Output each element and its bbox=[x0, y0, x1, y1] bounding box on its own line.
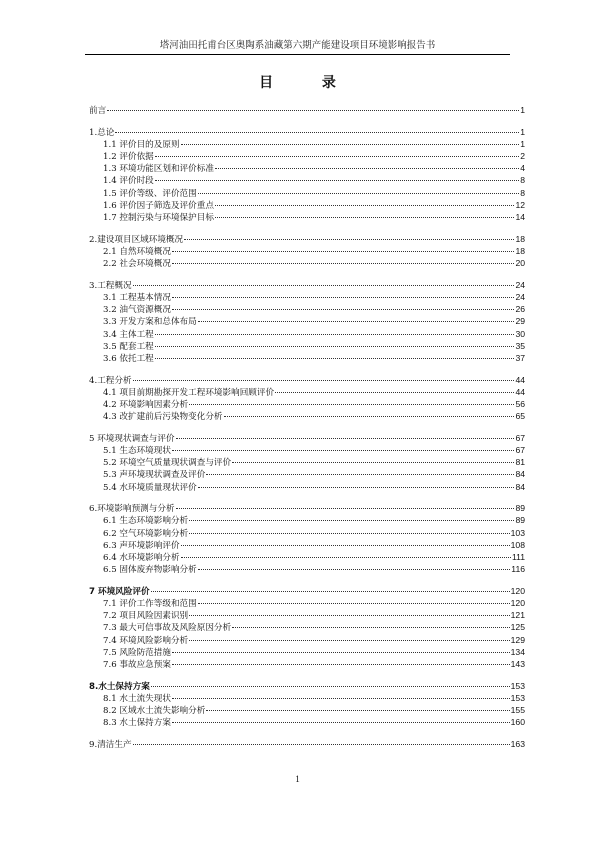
toc-entry[interactable] bbox=[89, 410, 525, 422]
toc-entry[interactable] bbox=[89, 126, 525, 138]
toc-entry-page: 35 bbox=[515, 340, 525, 351]
toc-entry-page: 2 bbox=[520, 151, 525, 162]
toc-entry-label: 3.工程概况 bbox=[89, 280, 132, 291]
dot-leader bbox=[172, 722, 510, 723]
toc-entry[interactable] bbox=[89, 658, 525, 670]
toc-entry-label: 1.1 评价目的及原则 bbox=[103, 139, 180, 150]
toc-entry-label: 1.3 环境功能区划和评价标准 bbox=[103, 164, 214, 175]
toc-entry[interactable] bbox=[89, 340, 525, 352]
toc-entry[interactable] bbox=[89, 233, 525, 245]
toc-entry-page: 155 bbox=[510, 705, 525, 716]
toc-entry-page: 134 bbox=[510, 646, 525, 657]
toc-entry-page: 111 bbox=[511, 552, 525, 562]
page-number: 1 bbox=[295, 774, 300, 784]
toc-entry[interactable] bbox=[89, 174, 525, 186]
toc-entry-page: 20 bbox=[515, 258, 525, 269]
toc-entry-page: 143 bbox=[510, 659, 525, 669]
dot-leader bbox=[107, 110, 519, 111]
toc-entry-label: 3.4 主体工程 bbox=[103, 329, 154, 340]
toc-entry-label: 8.2 区域水土流失影响分析 bbox=[103, 706, 206, 717]
toc-entry[interactable] bbox=[89, 374, 525, 386]
dot-leader bbox=[181, 144, 520, 145]
toc-entry-page: 1 bbox=[520, 138, 525, 149]
toc-entry[interactable] bbox=[89, 738, 525, 750]
toc-entry-label: 2.建设项目区域环境概况 bbox=[89, 234, 184, 245]
toc-entry-label: 2.1 自然环境概况 bbox=[103, 246, 171, 257]
toc-entry-label: 3.6 依托工程 bbox=[103, 353, 154, 364]
dot-leader bbox=[155, 180, 519, 181]
dot-leader bbox=[133, 380, 515, 381]
toc-entry-page: 103 bbox=[510, 527, 525, 538]
toc-entry-label: 8.1 水土流失现状 bbox=[103, 693, 171, 704]
dot-leader bbox=[172, 698, 510, 699]
toc-entry-label: 3.3 开发方案和总体布局 bbox=[103, 317, 197, 328]
toc-entry[interactable] bbox=[89, 211, 525, 223]
toc-entry[interactable] bbox=[89, 245, 525, 257]
dot-leader bbox=[176, 438, 515, 439]
toc-entry-label: 2.2 社会环境概况 bbox=[103, 259, 171, 270]
dot-leader bbox=[151, 591, 510, 592]
toc-entry[interactable] bbox=[89, 291, 525, 303]
toc-entry[interactable] bbox=[89, 634, 525, 646]
dot-leader bbox=[181, 545, 510, 546]
dot-leader bbox=[198, 193, 519, 194]
toc-entry-page: 26 bbox=[515, 304, 525, 315]
toc-entry[interactable] bbox=[89, 468, 525, 480]
dot-leader bbox=[198, 603, 510, 604]
toc-entry-page: 121 bbox=[510, 610, 525, 621]
toc-entry[interactable] bbox=[89, 162, 525, 174]
toc-entry-page: 24 bbox=[515, 279, 525, 290]
toc-entry-label: 6.环境影响预测与分析 bbox=[89, 504, 175, 515]
dot-leader bbox=[189, 615, 510, 616]
dot-leader bbox=[198, 321, 515, 322]
toc-entry-page: 37 bbox=[515, 352, 525, 363]
toc-entry-page: 30 bbox=[515, 328, 525, 339]
toc-entry-label: 1.4 评价时段 bbox=[103, 176, 154, 187]
toc-entry-label: 4.工程分析 bbox=[89, 375, 132, 386]
dot-leader bbox=[133, 744, 510, 745]
dot-leader bbox=[206, 710, 509, 711]
dot-leader bbox=[172, 652, 510, 653]
toc-entry[interactable] bbox=[89, 680, 525, 692]
dot-leader bbox=[215, 217, 515, 218]
dot-leader bbox=[172, 251, 514, 252]
toc-title: 目 录 bbox=[259, 75, 358, 91]
toc-entry-label: 7 环境风险评价 bbox=[89, 586, 150, 597]
toc-entry-label: 6.2 空气环境影响分析 bbox=[103, 528, 189, 539]
toc-entry-page: 120 bbox=[510, 598, 525, 609]
toc-entry[interactable] bbox=[89, 303, 525, 315]
toc-entry[interactable] bbox=[89, 563, 525, 575]
toc-entry-label: 5 环境现状调查与评价 bbox=[89, 433, 175, 444]
toc-entry[interactable] bbox=[89, 585, 525, 597]
toc-entry-label: 6.3 声环境影响评价 bbox=[103, 540, 180, 551]
toc-entry-page: 160 bbox=[510, 717, 525, 728]
toc-entry-page: 84 bbox=[515, 481, 525, 492]
toc-entry-page: 29 bbox=[515, 316, 525, 327]
toc-entry-label: 8.3 水土保持方案 bbox=[103, 718, 171, 729]
dot-leader bbox=[181, 557, 511, 558]
toc-entry-label: 4.2 环境影响因素分析 bbox=[103, 399, 189, 410]
toc-entry-page: 116 bbox=[511, 564, 525, 575]
toc-entry[interactable] bbox=[89, 514, 525, 526]
toc-entry-page: 84 bbox=[515, 469, 525, 480]
dot-leader bbox=[275, 392, 514, 393]
dot-leader bbox=[189, 640, 510, 641]
toc-entry[interactable] bbox=[89, 444, 525, 456]
dot-leader bbox=[232, 462, 514, 463]
toc-entry-page: 18 bbox=[515, 233, 525, 244]
toc-entry-label: 1.7 控制污染与环境保护目标 bbox=[103, 213, 214, 223]
toc-entry-label: 9.清洁生产 bbox=[89, 739, 132, 750]
toc-entry-page: 1 bbox=[520, 126, 525, 137]
toc-entry-page: 44 bbox=[515, 374, 525, 385]
toc-entry-label: 5.3 声环境现状调查及评价 bbox=[103, 470, 206, 481]
toc-entry-page: 56 bbox=[515, 398, 525, 409]
dot-leader bbox=[224, 416, 515, 417]
toc-entry-page: 120 bbox=[510, 585, 525, 596]
toc-entry-page: 67 bbox=[515, 432, 525, 443]
toc-entry-page: 129 bbox=[510, 634, 525, 645]
toc-entry[interactable] bbox=[89, 456, 525, 468]
toc-entry-label: 6.4 水环境影响分析 bbox=[103, 553, 180, 563]
toc-entry-page: 8 bbox=[520, 187, 525, 198]
toc-entry-label: 5.1 生态环境现状 bbox=[103, 446, 171, 456]
dot-leader bbox=[215, 168, 519, 169]
dot-leader bbox=[155, 334, 515, 335]
toc-entry-label: 3.2 油气资源概况 bbox=[103, 305, 171, 316]
toc-entry-label: 1.总论 bbox=[89, 127, 115, 138]
toc-entry-label: 1.5 评价等级、评价范围 bbox=[103, 188, 197, 199]
toc-entry-label: 4.1 项目前期勘探开发工程环境影响回顾评价 bbox=[103, 387, 275, 398]
toc-entry[interactable] bbox=[89, 481, 525, 493]
toc-entry-label: 6.5 固体废弃物影响分析 bbox=[103, 565, 197, 576]
toc-entry[interactable] bbox=[89, 609, 525, 621]
toc-entry-page: 18 bbox=[515, 245, 525, 256]
toc-entry[interactable] bbox=[89, 187, 525, 199]
dot-leader bbox=[172, 309, 514, 310]
toc-entry-label: 5.4 水环境质量现状评价 bbox=[103, 482, 197, 493]
toc-entry[interactable] bbox=[89, 279, 525, 291]
dot-leader bbox=[172, 263, 514, 264]
toc-entry-label: 6.1 生态环境影响分析 bbox=[103, 516, 189, 527]
toc-entry-page: 44 bbox=[515, 386, 525, 397]
toc-entry[interactable] bbox=[89, 551, 525, 563]
dot-leader bbox=[198, 487, 515, 488]
toc-entry-page: 89 bbox=[515, 503, 525, 514]
toc-entry-label: 8.水土保持方案 bbox=[89, 681, 150, 692]
toc-entry[interactable] bbox=[89, 597, 525, 609]
toc-entry-page: 8 bbox=[520, 175, 525, 186]
toc-entry-page: 108 bbox=[510, 539, 525, 550]
toc-entry-label: 5.2 环境空气质量现状调查与评价 bbox=[103, 458, 232, 469]
toc-entry[interactable] bbox=[89, 257, 525, 269]
toc-entry[interactable] bbox=[89, 150, 525, 162]
toc-entry-label: 3.1 工程基本情况 bbox=[103, 292, 171, 303]
toc-entry[interactable] bbox=[89, 704, 525, 716]
dot-leader bbox=[155, 346, 515, 347]
table-of-contents bbox=[89, 104, 525, 750]
toc-entry-page: 1 bbox=[520, 105, 525, 115]
dot-leader bbox=[206, 474, 514, 475]
toc-entry[interactable] bbox=[89, 432, 525, 444]
dot-leader bbox=[189, 520, 514, 521]
toc-entry-page: 153 bbox=[510, 692, 525, 703]
toc-entry[interactable] bbox=[89, 199, 525, 211]
toc-entry[interactable] bbox=[89, 621, 525, 633]
dot-leader bbox=[172, 450, 514, 451]
toc-entry[interactable] bbox=[89, 502, 525, 514]
toc-entry-page: 24 bbox=[515, 291, 525, 302]
toc-entry[interactable] bbox=[89, 138, 525, 150]
toc-entry-page: 125 bbox=[510, 622, 525, 633]
toc-entry-label: 1.6 评价因子筛选及评价重点 bbox=[103, 200, 214, 211]
dot-leader bbox=[198, 569, 511, 570]
toc-entry-label: 1.2 评价依据 bbox=[103, 152, 154, 163]
toc-entry-page: 67 bbox=[515, 445, 525, 455]
dot-leader bbox=[232, 627, 510, 628]
toc-entry[interactable] bbox=[89, 352, 525, 364]
dot-leader bbox=[189, 404, 514, 405]
header-rule bbox=[85, 54, 510, 55]
toc-entry-page: 153 bbox=[510, 680, 525, 691]
toc-entry[interactable] bbox=[89, 104, 525, 116]
toc-entry-page: 163 bbox=[510, 738, 525, 749]
dot-leader bbox=[155, 156, 519, 157]
toc-entry-label: 前言 bbox=[89, 106, 107, 116]
dot-leader bbox=[172, 664, 510, 665]
toc-entry-page: 81 bbox=[515, 457, 525, 468]
dot-leader bbox=[151, 686, 510, 687]
toc-entry-page: 14 bbox=[515, 212, 525, 222]
toc-entry-label: 3.5 配套工程 bbox=[103, 341, 154, 352]
toc-entry-page: 89 bbox=[515, 515, 525, 526]
toc-entry-label: 7.6 事故应急预案 bbox=[103, 660, 171, 670]
dot-leader bbox=[155, 358, 515, 359]
toc-entry-label: 7.2 项目风险因素识别 bbox=[103, 611, 189, 622]
dot-leader bbox=[184, 239, 514, 240]
dot-leader bbox=[215, 205, 515, 206]
toc-entry-label: 7.4 环境风险影响分析 bbox=[103, 635, 189, 646]
toc-entry[interactable] bbox=[89, 315, 525, 327]
dot-leader bbox=[176, 508, 515, 509]
toc-entry[interactable] bbox=[89, 398, 525, 410]
dot-leader bbox=[115, 132, 519, 133]
toc-entry-label: 4.3 改扩建前后污染物变化分析 bbox=[103, 412, 223, 423]
dot-leader bbox=[172, 297, 514, 298]
toc-entry-label: 7.5 风险防范措施 bbox=[103, 647, 171, 658]
toc-entry-page: 12 bbox=[515, 199, 525, 210]
toc-entry[interactable] bbox=[89, 646, 525, 658]
running-header: 塔河油田托甫台区奥陶系油藏第六期产能建设项目环境影响报告书 bbox=[159, 40, 436, 51]
toc-entry[interactable] bbox=[89, 527, 525, 539]
toc-entry[interactable] bbox=[89, 716, 525, 728]
toc-entry-page: 65 bbox=[515, 411, 525, 422]
toc-entry-label: 7.3 最大可信事故及风险原因分析 bbox=[103, 623, 232, 634]
toc-entry-label: 7.1 评价工作等级和范围 bbox=[103, 599, 197, 610]
toc-entry[interactable] bbox=[89, 386, 525, 398]
toc-entry[interactable] bbox=[89, 328, 525, 340]
toc-entry[interactable] bbox=[89, 539, 525, 551]
toc-entry[interactable] bbox=[89, 692, 525, 704]
dot-leader bbox=[133, 285, 515, 286]
toc-entry-page: 4 bbox=[520, 163, 525, 174]
dot-leader bbox=[189, 533, 510, 534]
